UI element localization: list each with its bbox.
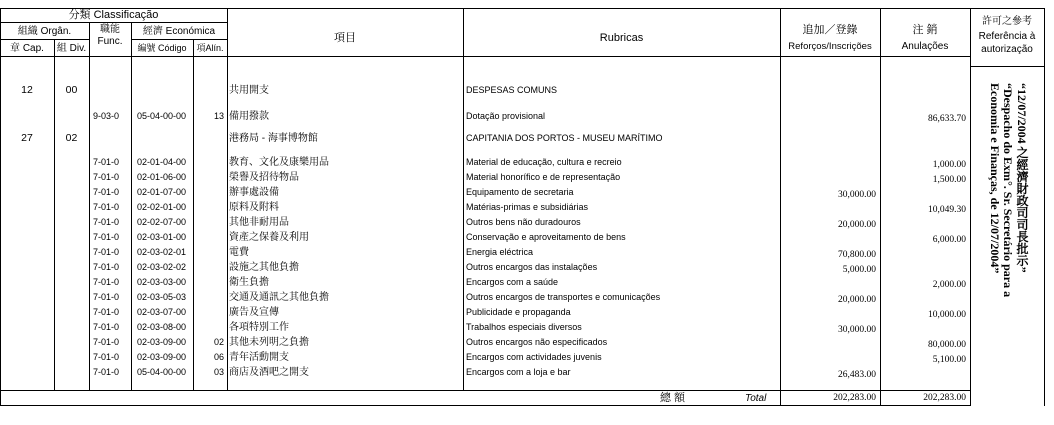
cell-alinea: 02 bbox=[213, 337, 224, 347]
cell-rubrica: Outros encargos das instalações bbox=[466, 262, 598, 272]
cell-cap: 12 bbox=[21, 84, 33, 96]
cell-anulacao: 10,049.30 bbox=[928, 205, 966, 215]
cell-reforco: 30,000.00 bbox=[838, 325, 876, 335]
vline-left bbox=[0, 8, 1, 406]
cell-reforco: 30,000.00 bbox=[838, 190, 876, 200]
cell-item-cn: 其他未列明之負擔 bbox=[229, 337, 309, 348]
cell-reforco: 26,483.00 bbox=[838, 370, 876, 380]
cell-rubrica: Outros encargos de transportes e comunicações bbox=[466, 292, 661, 302]
cell-anulacao: 1,500.00 bbox=[932, 175, 966, 185]
cell-func: 7-01-0 bbox=[93, 322, 120, 332]
vline-alin bbox=[227, 8, 228, 391]
header-anulacoes-pt: Anulações bbox=[901, 41, 949, 52]
cell-item-cn: 港務局 - 海事博物館 bbox=[229, 133, 318, 144]
header-funcional-pt: Func. bbox=[97, 36, 123, 47]
vline-items bbox=[463, 8, 464, 391]
header-alinea: 項Alín. bbox=[196, 43, 224, 53]
header-bottom-border bbox=[0, 56, 970, 57]
cell-rubrica: Material de educação, cultura e recreio bbox=[466, 157, 622, 167]
authorization-reference bbox=[988, 83, 1028, 393]
budget-table bbox=[0, 8, 1054, 418]
cell-rubrica: Outros encargos não especificados bbox=[466, 337, 608, 347]
cell-alinea: 13 bbox=[213, 111, 224, 121]
cell-func: 7-01-0 bbox=[93, 247, 120, 257]
cell-codigo: 02-03-09-00 bbox=[137, 352, 187, 362]
total-label-cn: 總 額 bbox=[660, 392, 686, 404]
total-row-top-border bbox=[0, 390, 970, 391]
header-line-eco bbox=[131, 39, 227, 40]
cell-item-cn: 衛生負擔 bbox=[229, 277, 269, 288]
cell-rubrica: CAPITANIA DOS PORTOS - MUSEU MARÍTIMO bbox=[466, 133, 663, 143]
cell-anulacao: 6,000.00 bbox=[932, 235, 966, 245]
cell-rubrica: Trabalhos especiais diversos bbox=[466, 322, 582, 332]
cell-func: 7-01-0 bbox=[93, 367, 120, 377]
cell-codigo: 02-03-02-02 bbox=[137, 262, 187, 272]
cell-item-cn: 榮譽及招待物品 bbox=[229, 172, 299, 183]
cell-codigo: 02-03-09-00 bbox=[137, 337, 187, 347]
cell-rubrica: Encargos com actividades juvenis bbox=[466, 352, 602, 362]
header-ref-pt-1: Referência à bbox=[978, 31, 1036, 42]
cell-item-cn: 資產之保養及利用 bbox=[229, 232, 309, 243]
cell-codigo: 05-04-00-00 bbox=[137, 111, 187, 121]
cell-cap: 27 bbox=[21, 132, 33, 144]
header-rubricas: Rubricas bbox=[599, 32, 644, 44]
cell-func: 7-01-0 bbox=[93, 352, 120, 362]
header-anulacoes-cn: 注 銷 bbox=[912, 24, 938, 36]
cell-item-cn: 廣告及宣傳 bbox=[229, 307, 279, 318]
header-organica: 組織 Orgân. bbox=[17, 26, 72, 37]
cell-rubrica: Outros bens não duradouros bbox=[466, 217, 581, 227]
vline-rubricas bbox=[780, 8, 781, 406]
cell-rubrica: Dotação provisional bbox=[466, 111, 546, 121]
cell-alinea: 03 bbox=[213, 367, 224, 377]
cell-item-cn: 青年活動開支 bbox=[229, 352, 289, 363]
cell-func: 9-03-0 bbox=[93, 111, 120, 121]
header-classificacao: 分類 Classificação bbox=[68, 9, 159, 21]
cell-item-cn: 教育、文化及康樂用品 bbox=[229, 157, 329, 168]
cell-item-cn: 各項特別工作 bbox=[229, 322, 289, 333]
cell-rubrica: Encargos com a saúde bbox=[466, 277, 559, 287]
authorization-line-3: Economia e Finanças, de 12/07/2004” bbox=[988, 83, 1002, 274]
cell-func: 7-01-0 bbox=[93, 277, 120, 287]
cell-anulacao: 5,100.00 bbox=[932, 355, 966, 365]
cell-item-cn: 其他非耐用品 bbox=[229, 217, 289, 228]
vline-anulacoes bbox=[970, 8, 971, 406]
cell-func: 7-01-0 bbox=[93, 307, 120, 317]
cell-codigo: 02-03-02-01 bbox=[137, 247, 187, 257]
header-line-class bbox=[0, 22, 227, 23]
header-codigo: 編號 Código bbox=[137, 43, 187, 53]
cell-codigo: 02-03-07-00 bbox=[137, 307, 187, 317]
cell-codigo: 02-03-08-00 bbox=[137, 322, 187, 332]
cell-rubrica: Publicidade e propaganda bbox=[466, 307, 571, 317]
vline-func bbox=[131, 22, 132, 391]
cell-codigo: 02-02-01-00 bbox=[137, 202, 187, 212]
cell-rubrica: Equipamento de secretaria bbox=[466, 187, 574, 197]
vline-right bbox=[1044, 8, 1045, 406]
cell-codigo: 02-01-04-00 bbox=[137, 157, 187, 167]
header-reforcos-cn: 追加／登錄 bbox=[802, 24, 858, 36]
cell-rubrica: Energia eléctrica bbox=[466, 247, 534, 257]
cell-anulacao: 80,000.00 bbox=[928, 340, 966, 350]
cell-anulacao: 2,000.00 bbox=[932, 280, 966, 290]
cell-codigo: 02-03-01-00 bbox=[137, 232, 187, 242]
cell-func: 7-01-0 bbox=[93, 217, 120, 227]
cell-func: 7-01-0 bbox=[93, 202, 120, 212]
cell-func: 7-01-0 bbox=[93, 157, 120, 167]
cell-item-cn: 電費 bbox=[229, 247, 249, 258]
cell-codigo: 05-04-00-00 bbox=[137, 367, 187, 377]
cell-func: 7-01-0 bbox=[93, 337, 120, 347]
header-ref-cn: 許可之參考 bbox=[982, 16, 1032, 27]
cell-codigo: 02-02-07-00 bbox=[137, 217, 187, 227]
header-cap: 章 Cap. bbox=[10, 43, 44, 54]
cell-codigo: 02-03-03-00 bbox=[137, 277, 187, 287]
cell-codigo: 02-01-06-00 bbox=[137, 172, 187, 182]
header-funcional-cn: 職能 bbox=[100, 24, 120, 35]
cell-codigo: 02-03-05-03 bbox=[137, 292, 187, 302]
cell-item-cn: 原料及附料 bbox=[229, 202, 279, 213]
header-ref-pt-2: autorização bbox=[981, 44, 1033, 55]
cell-alinea: 06 bbox=[213, 352, 224, 362]
cell-reforco: 5,000.00 bbox=[842, 265, 876, 275]
cell-reforco: 70,800.00 bbox=[838, 250, 876, 260]
cell-item-cn: 設施之其他負擔 bbox=[229, 262, 299, 273]
cell-rubrica: Encargos com a loja e bar bbox=[466, 367, 571, 377]
authorization-line-2: “Despacho do Exm°. Sr. Secretário para a bbox=[1001, 83, 1015, 298]
cell-item-cn: 備用撥款 bbox=[229, 111, 269, 122]
header-div: 組 Div. bbox=[56, 43, 87, 54]
cell-rubrica: Matérias-primas e subsidiárias bbox=[466, 202, 589, 212]
cell-rubrica: DESPESAS COMUNS bbox=[466, 85, 558, 95]
cell-func: 7-01-0 bbox=[93, 187, 120, 197]
cell-codigo: 02-01-07-00 bbox=[137, 187, 187, 197]
table-bottom-border bbox=[0, 405, 970, 406]
vline-org bbox=[89, 22, 90, 391]
cell-reforco: 20,000.00 bbox=[838, 295, 876, 305]
total-anulacoes: 202,283.00 bbox=[923, 393, 966, 403]
cell-rubrica: Material honorífico e de representação bbox=[466, 172, 621, 182]
cell-item-cn: 共用開支 bbox=[229, 85, 269, 96]
cell-func: 7-01-0 bbox=[93, 232, 120, 242]
cell-rubrica: Conservação e aproveitamento de bens bbox=[466, 232, 626, 242]
cell-item-cn: 商店及酒吧之開支 bbox=[229, 367, 309, 378]
cell-div: 02 bbox=[65, 132, 78, 144]
header-economica: 經濟 Económica bbox=[142, 26, 216, 37]
cell-item-cn: 交通及通訊之其他負擔 bbox=[229, 292, 329, 303]
total-reforcos: 202,283.00 bbox=[833, 393, 876, 403]
cell-div: 00 bbox=[65, 84, 78, 96]
cell-anulacao: 86,633.70 bbox=[928, 114, 966, 124]
cell-func: 7-01-0 bbox=[93, 262, 120, 272]
authorization-line-1: “12/07/2004 之經濟財政司司長批示” bbox=[1015, 83, 1029, 273]
total-label-pt: Total bbox=[745, 393, 767, 404]
cell-item-cn: 辦事處設備 bbox=[229, 187, 279, 198]
header-reforcos-pt: Reforços/Inscrições bbox=[788, 41, 872, 52]
cell-anulacao: 10,000.00 bbox=[928, 310, 966, 320]
header-bottom-border-ref bbox=[970, 66, 1044, 67]
header-line-sub bbox=[0, 39, 89, 40]
header-items: 項目 bbox=[334, 32, 356, 44]
cell-reforco: 20,000.00 bbox=[838, 220, 876, 230]
cell-func: 7-01-0 bbox=[93, 292, 120, 302]
cell-func: 7-01-0 bbox=[93, 172, 120, 182]
cell-anulacao: 1,000.00 bbox=[932, 160, 966, 170]
